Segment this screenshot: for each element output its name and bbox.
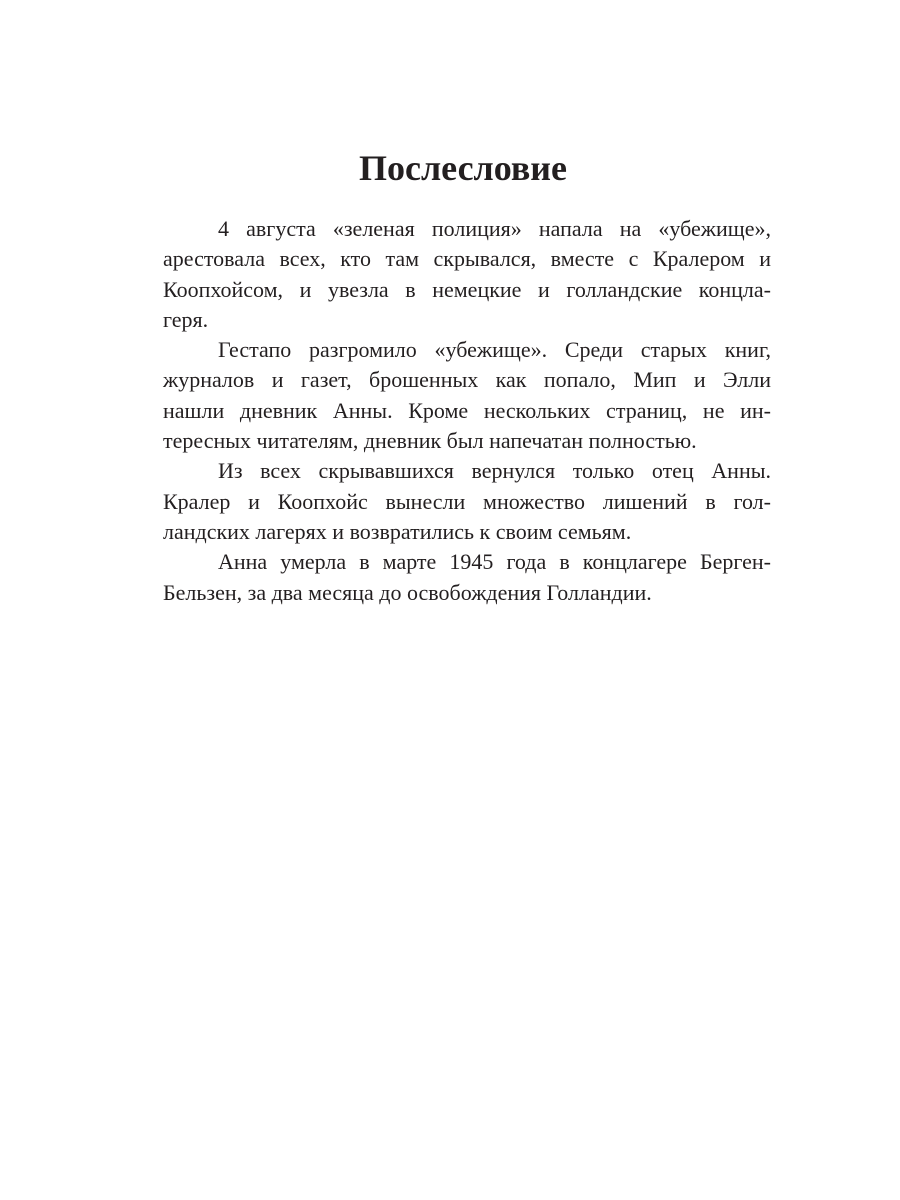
text-line: журналов и газет, брошенных как попало, Мип и Элли [163, 367, 771, 393]
paragraph-3 [163, 456, 771, 547]
text-line: Анна умерла в марте 1945 года в концлагере Берген- [218, 549, 771, 575]
text-line: тересных читателям, дневник был напечатан полностью. [163, 428, 697, 454]
text-line: Гестапо разгромило «убежище». Среди старых книг, [218, 337, 771, 363]
paragraph-2 [163, 335, 771, 456]
text-line: Из всех скрывавшихся вернулся только отец Анны. [218, 458, 771, 484]
text-line: геря. [163, 306, 209, 332]
paragraph-4 [163, 547, 771, 608]
text-line: Коопхойсом, и увезла в немецкие и голландские концла- [163, 276, 771, 302]
afterword-text [163, 214, 771, 608]
text-line: арестовала всех, кто там скрывался, вместе с Кралером и [163, 246, 771, 272]
text-line: ландских лагерях и возвратились к своим семьям. [163, 518, 632, 544]
text-line: Бельзен, за два месяца до освобождения Голландии. [163, 579, 652, 605]
paragraph-1 [163, 214, 771, 335]
page-title: Послесловие [358, 148, 568, 188]
text-line: Кралер и Коопхойс вынесли множество лишений в гол- [163, 488, 771, 514]
text-line: 4 августа «зеленая полиция» напала на «убежище», [218, 216, 771, 241]
text-line: нашли дневник Анны. Кроме нескольких страниц, не ин- [163, 397, 771, 423]
